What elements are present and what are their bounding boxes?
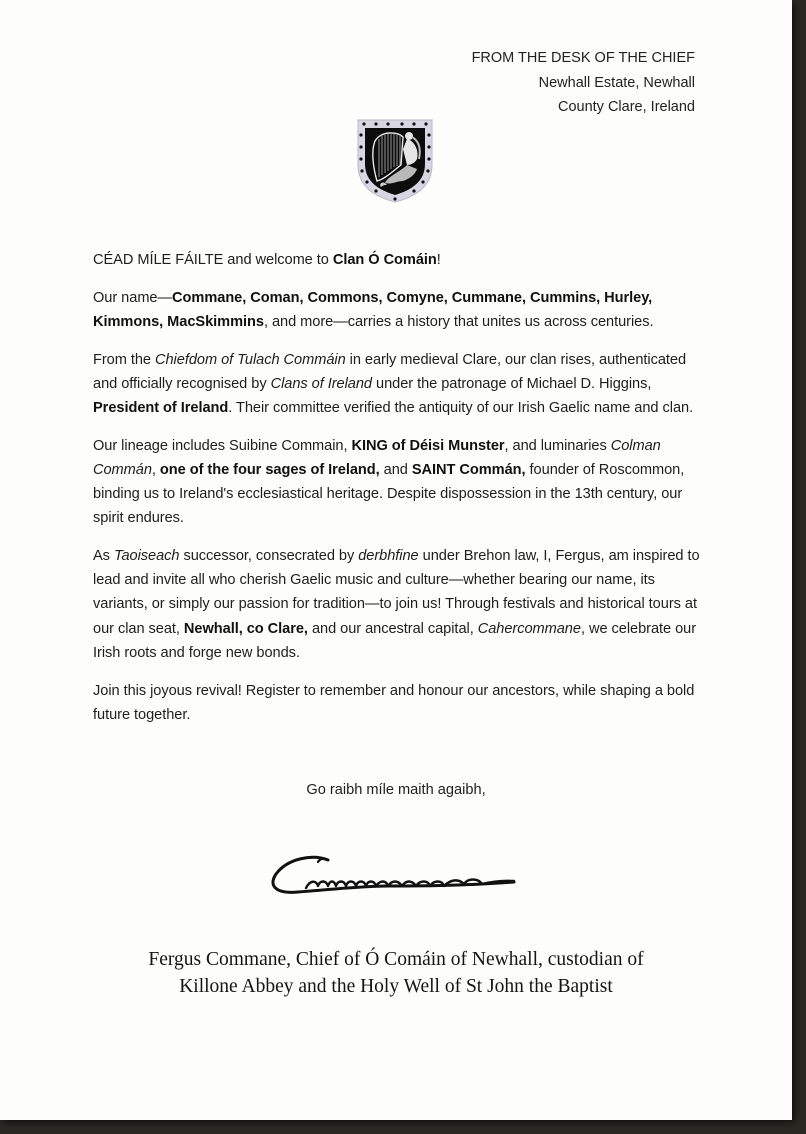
invitation-paragraph: As Taoiseach successor, consecrated by derbhfine under Brehon law, I, Fergus, am inspired to lead and invite all who cherish Gaelic music and culture—whether bearing our name, its variants, or simply our passion for tradition—to join us! Through festivals and historical tours at our clan seat, Newhall, co Clare, and our ancestral capital, Cahercommane, we celebrate our Irish roots and forge new bonds.: [93, 548, 700, 661]
harp-mermaid-shield-icon: [357, 119, 433, 203]
signatory-title-line-1: Fergus Commane, Chief of Ó Comáin of Newhall, custodian of: [148, 949, 644, 970]
greeting-paragraph: CÉAD MÍLE FÁILTE and welcome to Clan Ó Comáin!: [93, 252, 441, 268]
signatory-title-line-2: Killone Abbey and the Holy Well of St John the Baptist: [179, 976, 613, 997]
surname-variants: Commane, Coman, Commons, Comyne, Cummane, Cummins, Hurley, Kimmons, MacSkimmins: [93, 289, 653, 330]
letterhead-title: FROM THE DESK OF THE CHIEF: [471, 50, 695, 66]
clan-name: Clan Ó Comáin: [332, 252, 437, 268]
call-to-action-paragraph: Join this joyous revival! Register to remember and honour our ancestors, while shaping a bold future together.: [93, 682, 695, 723]
letterhead: [472, 46, 695, 120]
letter-body: [93, 248, 705, 740]
history-paragraph: From the Chiefdom of Tulach Commáin in early medieval Clare, our clan rises, authenticated and officially recognised by Clans of Ireland under the patronage of Michael D. Higgins, President of Ireland. Their committee verified the antiquity of our Irish Gaelic name and clan.: [93, 351, 694, 417]
closing-salutation: Go raibh míle maith agaibh,: [306, 782, 486, 798]
signatory-block: [0, 946, 792, 1000]
signature-commane-icon: [268, 848, 518, 903]
letterhead-address-region: County Clare, Ireland: [557, 99, 695, 115]
letterhead-address-line: Newhall Estate, Newhall: [538, 74, 695, 91]
lineage-paragraph: Our lineage includes Suibine Commain, KING of Déisi Munster, and luminaries Colman Commán, one of the four sages of Ireland, and SAINT Commán, founder of Roscommon, binding us to Ireland's ecclesiastical heritage. Despite dispossession in the 13th century, our spirit endures.: [93, 437, 685, 527]
names-paragraph: Our name—Commane, Coman, Commons, Comyne, Cummane, Cummins, Hurley, Kimmons, MacSkimmins, and more—carries a history that unites us across centuries.: [93, 289, 654, 330]
